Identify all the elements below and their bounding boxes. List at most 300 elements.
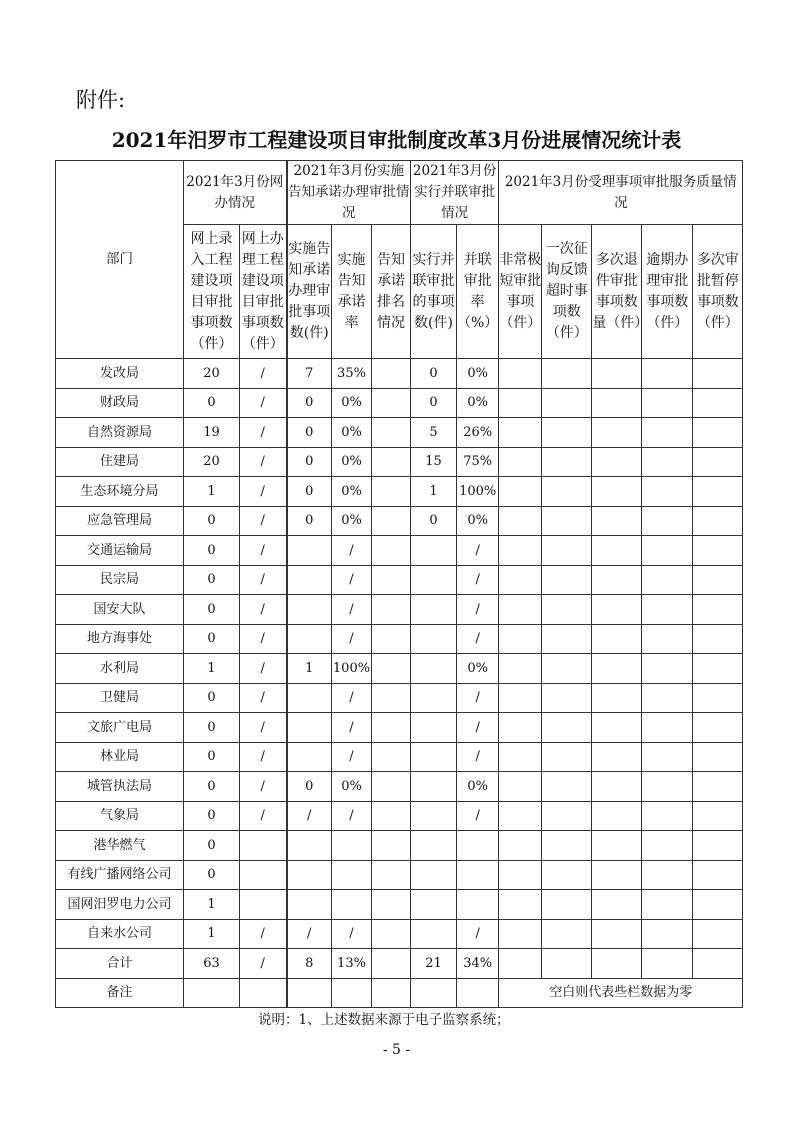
table-cell (642, 536, 693, 566)
table-cell: 0 (184, 772, 240, 802)
table-cell (592, 683, 642, 713)
table-cell (372, 919, 411, 949)
table-cell (642, 565, 693, 595)
table-cell (642, 831, 693, 861)
table-cell: 100% (457, 477, 499, 507)
table-cell (499, 683, 542, 713)
table-cell: / (332, 801, 372, 831)
group-header-parallel: 2021年3月份实行并联审批情况 (411, 161, 499, 225)
dept-name: 地方海事处 (56, 624, 184, 654)
table-cell: 0 (184, 683, 240, 713)
table-cell (542, 418, 592, 448)
table-cell (693, 772, 743, 802)
table-cell (240, 978, 287, 1008)
table-row (56, 536, 743, 566)
table-cell: / (240, 536, 287, 566)
table-cell (592, 742, 642, 772)
table-row (56, 801, 743, 831)
table-row (56, 595, 743, 625)
group-header-online: 2021年3月份网办情况 (184, 161, 287, 225)
table-cell (542, 506, 592, 536)
table-cell (287, 624, 332, 654)
table-cell (372, 565, 411, 595)
dept-name: 港华燃气 (56, 831, 184, 861)
table-cell (642, 742, 693, 772)
table-cell (332, 890, 372, 920)
table-cell (372, 447, 411, 477)
table-row (56, 949, 743, 979)
table-cell: / (457, 713, 499, 743)
table-cell: / (240, 447, 287, 477)
table-cell (542, 565, 592, 595)
table-cell (287, 595, 332, 625)
table-cell (693, 477, 743, 507)
table-cell: / (240, 388, 287, 418)
table-cell (287, 978, 332, 1008)
table-cell (542, 772, 592, 802)
table-cell (411, 801, 457, 831)
table-row (56, 418, 743, 448)
table-cell (372, 388, 411, 418)
table-cell (642, 683, 693, 713)
table-cell (411, 654, 457, 684)
dept-name: 应急管理局 (56, 506, 184, 536)
table-cell: 0 (184, 860, 240, 890)
table-cell: / (332, 536, 372, 566)
table-cell (542, 388, 592, 418)
table-cell (642, 447, 693, 477)
table-cell: / (332, 713, 372, 743)
table-cell (693, 654, 743, 684)
table-row (56, 683, 743, 713)
column-header: 非常极短审批事项（件） (499, 225, 542, 359)
table-cell (499, 860, 542, 890)
column-header: 一次征询反馈超时事项数（件） (542, 225, 592, 359)
table-cell: / (457, 565, 499, 595)
group-header-quality: 2021年3月份受理事项审批服务质量情况 (499, 161, 743, 225)
table-cell (499, 359, 542, 389)
table-cell: 1 (411, 477, 457, 507)
table-cell (542, 801, 592, 831)
table-cell: 100% (332, 654, 372, 684)
table-cell (457, 890, 499, 920)
table-cell (411, 831, 457, 861)
table-cell (499, 447, 542, 477)
table-cell (542, 595, 592, 625)
page-number: - 5 - (382, 1042, 411, 1058)
table-cell: 0% (457, 654, 499, 684)
table-cell (372, 860, 411, 890)
table-cell (411, 919, 457, 949)
table-cell (693, 949, 743, 979)
table-row (56, 654, 743, 684)
table-cell (372, 772, 411, 802)
table-cell (332, 831, 372, 861)
table-cell: / (457, 801, 499, 831)
attachment-label: 附件: (76, 88, 126, 112)
table-cell (499, 624, 542, 654)
table-cell (499, 919, 542, 949)
table-cell: / (240, 359, 287, 389)
table-cell (372, 949, 411, 979)
table-cell (499, 949, 542, 979)
table-cell (642, 506, 693, 536)
table-cell (499, 477, 542, 507)
table-cell (693, 919, 743, 949)
table-cell (693, 595, 743, 625)
column-header: 多次退件审批事项数量（件） (592, 225, 642, 359)
table-cell: 0 (184, 742, 240, 772)
table-cell (372, 536, 411, 566)
table-cell: 0% (332, 447, 372, 477)
table-cell (542, 624, 592, 654)
table-cell: 0% (332, 506, 372, 536)
dept-name: 文旅广电局 (56, 713, 184, 743)
table-cell: 0 (411, 359, 457, 389)
table-cell (592, 949, 642, 979)
table-cell (642, 860, 693, 890)
table-cell: 8 (287, 949, 332, 979)
table-cell: / (457, 683, 499, 713)
table-cell (332, 978, 372, 1008)
table-cell (592, 536, 642, 566)
table-cell (372, 978, 411, 1008)
table-cell (499, 654, 542, 684)
table-cell (287, 860, 332, 890)
table-cell (499, 418, 542, 448)
table-cell: 0 (287, 418, 332, 448)
table-cell: / (332, 742, 372, 772)
dept-name: 国网汨罗电力公司 (56, 890, 184, 920)
table-cell (592, 477, 642, 507)
table-cell (240, 831, 287, 861)
table-cell: / (287, 919, 332, 949)
column-header: 告知承诺排名情况 (372, 225, 411, 359)
table-row (56, 477, 743, 507)
table-cell: / (287, 801, 332, 831)
dept-name: 住建局 (56, 447, 184, 477)
table-cell: 0 (184, 595, 240, 625)
table-cell (642, 772, 693, 802)
table-cell: 34% (457, 949, 499, 979)
table-cell (542, 949, 592, 979)
table-cell (592, 388, 642, 418)
table-cell (542, 683, 592, 713)
table-cell (499, 388, 542, 418)
table-cell: 5 (411, 418, 457, 448)
table-cell (693, 742, 743, 772)
table-cell (592, 359, 642, 389)
table-cell (499, 801, 542, 831)
table-row (56, 831, 743, 861)
table-cell (372, 654, 411, 684)
table-cell (332, 860, 372, 890)
dept-name: 自然资源局 (56, 418, 184, 448)
table-cell (542, 890, 592, 920)
table-cell: / (457, 536, 499, 566)
table-cell: / (457, 742, 499, 772)
table-cell (542, 831, 592, 861)
column-header: 逾期办理审批事项数（件） (642, 225, 693, 359)
table-cell (457, 860, 499, 890)
table-cell (642, 624, 693, 654)
table-cell (411, 713, 457, 743)
table-cell: 26% (457, 418, 499, 448)
table-cell (499, 536, 542, 566)
table-cell: 0 (184, 506, 240, 536)
dept-name: 发改局 (56, 359, 184, 389)
table-cell (499, 565, 542, 595)
table-cell (542, 477, 592, 507)
table-cell (693, 536, 743, 566)
table-cell: 21 (411, 949, 457, 979)
table-cell (592, 506, 642, 536)
table-cell: 0 (287, 506, 332, 536)
table-cell: 0 (184, 536, 240, 566)
table-cell (642, 949, 693, 979)
table-cell: 0 (411, 388, 457, 418)
table-cell: 0% (457, 506, 499, 536)
table-cell: 13% (332, 949, 372, 979)
table-cell (411, 624, 457, 654)
dept-name: 财政局 (56, 388, 184, 418)
table-cell (457, 978, 499, 1008)
table-row (56, 624, 743, 654)
table-cell (411, 565, 457, 595)
table-cell: 20 (184, 447, 240, 477)
table-cell (693, 801, 743, 831)
table-cell (542, 536, 592, 566)
table-cell: / (240, 949, 287, 979)
table-cell (542, 713, 592, 743)
table-row (56, 742, 743, 772)
table-cell: 0 (184, 831, 240, 861)
table-cell (499, 595, 542, 625)
table-cell (499, 831, 542, 861)
table-cell (642, 890, 693, 920)
table-cell: / (332, 595, 372, 625)
table-cell: / (240, 919, 287, 949)
table-cell (592, 860, 642, 890)
table-cell (372, 624, 411, 654)
table-cell (542, 447, 592, 477)
dept-name: 合计 (56, 949, 184, 979)
table-cell: 0 (184, 388, 240, 418)
dept-name: 自来水公司 (56, 919, 184, 949)
dept-name: 交通运输局 (56, 536, 184, 566)
table-cell: 19 (184, 418, 240, 448)
table-cell (287, 565, 332, 595)
table-cell (642, 595, 693, 625)
column-header: 并联审批率（%） (457, 225, 499, 359)
table-cell (693, 860, 743, 890)
table-cell: / (240, 772, 287, 802)
column-header: 实施告知承诺率 (332, 225, 372, 359)
table-cell (542, 654, 592, 684)
table-cell (499, 742, 542, 772)
table-row (56, 772, 743, 802)
table-cell (592, 801, 642, 831)
table-cell (542, 919, 592, 949)
table-cell (693, 683, 743, 713)
table-cell: 75% (457, 447, 499, 477)
table-cell: 1 (184, 477, 240, 507)
table-cell: 0 (184, 713, 240, 743)
statistics-table (55, 160, 743, 1008)
table-cell: / (240, 418, 287, 448)
table-cell (642, 801, 693, 831)
table-cell: 1 (287, 654, 332, 684)
table-cell (642, 713, 693, 743)
table-cell: 0% (332, 388, 372, 418)
remarks-label: 备注 (56, 978, 184, 1008)
table-cell (642, 359, 693, 389)
table-cell: / (240, 683, 287, 713)
table-cell: / (332, 624, 372, 654)
table-cell: 0 (287, 447, 332, 477)
table-row (56, 860, 743, 890)
table-cell (372, 801, 411, 831)
table-cell (411, 536, 457, 566)
table-cell: / (240, 742, 287, 772)
table-cell: / (457, 624, 499, 654)
table-cell (499, 772, 542, 802)
table-cell (693, 565, 743, 595)
table-cell (411, 772, 457, 802)
table-cell (693, 388, 743, 418)
table-cell (592, 713, 642, 743)
table-cell: 1 (184, 919, 240, 949)
table-cell (592, 919, 642, 949)
table-cell (372, 713, 411, 743)
table-cell (693, 624, 743, 654)
table-cell: / (332, 919, 372, 949)
table-cell: / (457, 595, 499, 625)
table-cell: / (240, 477, 287, 507)
table-row (56, 506, 743, 536)
table-cell: 0% (457, 359, 499, 389)
table-cell (372, 831, 411, 861)
footnote: 说明：1、上述数据来源于电子监察系统； (258, 1012, 510, 1028)
table-cell (592, 831, 642, 861)
table-cell (372, 890, 411, 920)
header-dept: 部门 (56, 161, 184, 359)
dept-name: 生态环境分局 (56, 477, 184, 507)
table-cell: / (240, 801, 287, 831)
table-cell: 7 (287, 359, 332, 389)
table-cell: / (332, 683, 372, 713)
table-cell (287, 683, 332, 713)
table-cell (592, 772, 642, 802)
table-cell: 0 (287, 388, 332, 418)
column-header: 网上录入工程建设项目审批事项数（件） (184, 225, 240, 359)
table-cell (542, 860, 592, 890)
table-cell (372, 595, 411, 625)
table-cell (372, 683, 411, 713)
table-cell: 0% (457, 772, 499, 802)
table-cell: / (240, 654, 287, 684)
table-cell (693, 506, 743, 536)
table-cell: / (240, 624, 287, 654)
table-cell (592, 565, 642, 595)
column-header: 实施告知承诺办理审批事项数(件) (287, 225, 332, 359)
dept-name: 水利局 (56, 654, 184, 684)
table-cell (372, 418, 411, 448)
table-row (56, 447, 743, 477)
table-cell (287, 831, 332, 861)
table-cell: 1 (184, 654, 240, 684)
table-cell (499, 506, 542, 536)
table-cell: 0 (411, 506, 457, 536)
table-cell (287, 713, 332, 743)
table-cell (287, 890, 332, 920)
table-cell: 0% (332, 418, 372, 448)
table-cell (411, 742, 457, 772)
table-row (56, 388, 743, 418)
dept-name: 气象局 (56, 801, 184, 831)
table-cell (372, 506, 411, 536)
table-cell (592, 447, 642, 477)
table-cell (287, 536, 332, 566)
table-cell (693, 890, 743, 920)
table-cell (642, 418, 693, 448)
table-cell: 35% (332, 359, 372, 389)
dept-name: 民宗局 (56, 565, 184, 595)
column-header: 网上办理工程建设项目审批事项数（件） (240, 225, 287, 359)
table-cell: 0% (332, 772, 372, 802)
column-header: 实行并联审批的事项数(件) (411, 225, 457, 359)
table-cell (287, 742, 332, 772)
table-cell (693, 359, 743, 389)
remarks-row (56, 978, 743, 1008)
group-header-commitment: 2021年3月份实施告知承诺办理审批情况 (287, 161, 411, 225)
table-cell (411, 978, 457, 1008)
table-cell: / (332, 565, 372, 595)
remarks-text: 空白则代表些栏数据为零 (499, 978, 743, 1008)
table-cell: / (457, 919, 499, 949)
dept-name: 卫健局 (56, 683, 184, 713)
table-cell (592, 654, 642, 684)
table-row (56, 919, 743, 949)
table-cell (372, 359, 411, 389)
table-cell: 0% (332, 477, 372, 507)
table-cell (592, 595, 642, 625)
table-cell: 0 (184, 624, 240, 654)
table-cell: 20 (184, 359, 240, 389)
page-title: 2021年汨罗市工程建设项目审批制度改革3月份进展情况统计表 (111, 128, 682, 152)
table-cell (592, 890, 642, 920)
table-cell (693, 831, 743, 861)
table-row (56, 565, 743, 595)
table-cell: / (240, 565, 287, 595)
table-row (56, 359, 743, 389)
table-cell: / (240, 595, 287, 625)
table-cell (592, 624, 642, 654)
table-cell (642, 919, 693, 949)
table-cell (542, 742, 592, 772)
table-cell (693, 713, 743, 743)
dept-name: 城管执法局 (56, 772, 184, 802)
table-cell (372, 742, 411, 772)
table-row (56, 890, 743, 920)
table-cell (372, 477, 411, 507)
table-cell (693, 447, 743, 477)
table-cell (693, 418, 743, 448)
table-cell: / (240, 506, 287, 536)
table-cell (411, 595, 457, 625)
table-row (56, 713, 743, 743)
table-cell (642, 654, 693, 684)
